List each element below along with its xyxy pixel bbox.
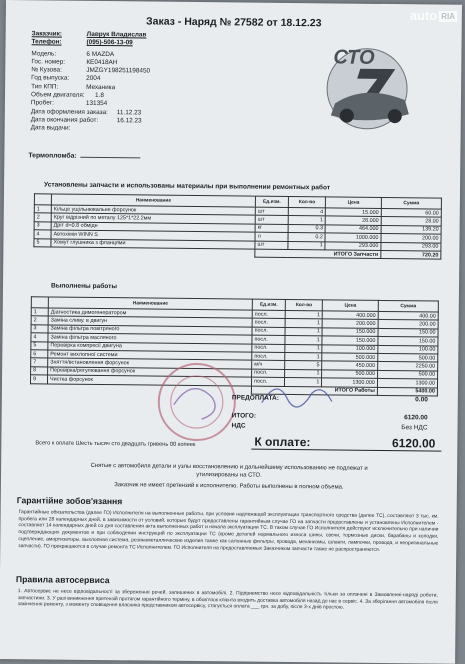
- column-header: Сумма: [381, 197, 441, 209]
- vehicle-value: 11.12.23: [117, 109, 141, 116]
- table-cell: 9: [30, 375, 47, 384]
- customer-value: Лаврук Владислав: [87, 31, 147, 39]
- table-cell: Заміна сливу. в двигун: [48, 316, 252, 327]
- table-cell: Дріт d=0.8 обмідн: [51, 222, 255, 233]
- table-cell: посл.: [252, 327, 285, 336]
- column-header: Кол-во: [285, 299, 323, 310]
- table-cell: 500.000: [322, 353, 378, 362]
- table-cell: 2: [31, 316, 48, 325]
- logo-text: СТО: [333, 46, 375, 68]
- rules-text: 1. Автосервис не несе відповідальності за збереження речей, залишених в автомобілі. 2. Підприємство несе відповідальність тільки за оплачені в Замовленні-наряді роботи, запчастини. 3. У разі виникнення претензій протягом гарантійного терміну, в обов'язок клієнта входить доставка автомобіля назад до нас в сервіс. 4. За зберігання автомобіля після закінчення ремонту, з моменту сповіщення власника представником автосервісу, стягується оплата ___ грн. за добу, після 3-х днів простою.: [18, 588, 438, 613]
- amount-due-label: К оплате:: [254, 435, 310, 450]
- warranty-text: Гарантийные обязательства (далее ГО) Исполнителя на выполненные работы, при условии надлежащей эксплуатации транспортного средства (далее ТС), составляют 3 тыс. км. пробега или 28 календарных дней, в зависимости от условий, которые будут предоставлены гарантийным случае ГО на запчасти предоставлены и установлены Исполнителем - составляет 14 календарных дней со дня составления акта выполненных работ и начала эксплуатации ТС. В таком случае ГО Исполнителя действуют исключительно при наличии подтверждающих документов и при соблюдении инструкций по эксплуатации ТС (кроме деталей нормального износа шины, свечи, тормозные диски, барабаны и колодки, сцепление, амортизаторы, выхлопная система, резинометаллические изделия также как салонные фильтры, провода, механизмы, шланги, лампочки, провода, и неоригинальные запчасти). ГО прекращаются в случае ремонта ТС Исполнителем. ГО Исполнителя на предоставляемых Заказчиком запчасти также не распространяются.: [18, 509, 438, 554]
- table-cell: посл.: [252, 377, 285, 386]
- table-cell: Хомут глушника з фланцями: [51, 239, 255, 250]
- table-cell: 4: [31, 333, 48, 342]
- table-cell: 200.000: [322, 319, 378, 328]
- column-header: Сумма: [378, 300, 438, 312]
- table-cell: л: [255, 232, 288, 241]
- thermo-seal-field: [28, 152, 140, 160]
- vehicle-value: Механика: [86, 84, 115, 91]
- table-cell: Діагностика димогенератором: [48, 308, 252, 319]
- table-cell: 15.000: [326, 208, 382, 217]
- table-cell: 450.000: [322, 361, 378, 370]
- table-cell: посл.: [252, 352, 285, 361]
- column-header: [31, 297, 48, 308]
- table-cell: Перевірка компресії двигуна: [48, 342, 252, 353]
- table-cell: Зняття/встановлення форсунок: [48, 358, 252, 369]
- table-cell: Ремонт вихлопної системи: [48, 350, 252, 361]
- table-cell: 100.000: [322, 344, 378, 353]
- table-cell: 464.000: [325, 225, 381, 234]
- table-cell: м/ч: [252, 360, 285, 369]
- table-cell: 2: [34, 213, 51, 222]
- phone-label: Телефон:: [32, 39, 87, 48]
- table-cell: Заміна фільтра повітряного: [48, 325, 252, 336]
- service-logo: [305, 33, 431, 134]
- table-cell: 60.00: [381, 208, 441, 217]
- vat-label: НДС: [232, 422, 246, 429]
- table-cell: 0.3: [288, 224, 325, 233]
- table-cell: 100.00: [378, 345, 438, 354]
- table-cell: 1: [285, 344, 322, 353]
- table-cell: 4: [34, 230, 51, 239]
- vehicle-label: Дата оформления заказа:: [31, 108, 117, 117]
- vehicle-value: 2004: [86, 75, 100, 82]
- column-header: Кол-во: [288, 196, 326, 207]
- table-cell: 1300.00: [377, 379, 437, 388]
- table-cell: 139.20: [381, 225, 441, 234]
- amount-due-value: 6120.00: [392, 436, 436, 450]
- prepay-label: ПРЕДОПЛАТА:: [232, 394, 279, 401]
- table-cell: 200.00: [381, 234, 441, 243]
- parts-total-label: ИТОГО Запчасти: [255, 249, 381, 259]
- vehicle-label: Год выпуска:: [31, 75, 86, 84]
- table-cell: шт: [255, 216, 288, 225]
- order-header: [31, 30, 151, 134]
- warranty-title: Гарантійне зобов'язання: [17, 495, 123, 506]
- column-header: Ед.изм.: [252, 299, 285, 310]
- table-cell: 3: [34, 222, 51, 231]
- vehicle-label: Тип КПП:: [31, 83, 86, 92]
- phone-value: (095)-506-13-09: [87, 39, 133, 46]
- notice-line: Заказчик не имеет претензий к исполнителю. Работы выполнены в полном объема.: [19, 480, 439, 492]
- parts-table: [33, 193, 442, 260]
- table-cell: 0.2: [288, 233, 325, 242]
- watermark-tag: RIA: [439, 11, 457, 22]
- table-cell: Чистка форсунок: [47, 375, 251, 386]
- prepay-value: 0.00: [415, 396, 428, 403]
- vehicle-label: Пробег:: [31, 100, 86, 109]
- table-cell: 5: [31, 341, 48, 350]
- table-cell: 1: [285, 310, 322, 319]
- table-cell: 1: [285, 327, 322, 336]
- table-cell: 1: [284, 369, 321, 378]
- notice-line: утилизированы на СТО.: [19, 469, 439, 481]
- table-cell: 1: [288, 216, 325, 225]
- table-cell: 1: [285, 319, 322, 328]
- table-cell: Круг відрізний по металу 125*1*22.2мм: [51, 213, 255, 224]
- table-cell: Кільце ущільнювальне форсунок: [51, 205, 255, 216]
- vehicle-label: Модель:: [31, 50, 86, 59]
- column-header: Наименование: [48, 297, 252, 310]
- vehicle-value: 1.8: [95, 92, 104, 99]
- table-cell: 150.000: [322, 336, 378, 345]
- table-cell: 1300.000: [322, 378, 378, 387]
- vehicle-label: Объем двигателя:: [31, 91, 95, 100]
- table-cell: 28.00: [381, 217, 441, 226]
- document-title: Заказ - Наряд № 27582 от 18.12.23: [6, 14, 462, 31]
- column-header: Наименование: [51, 194, 255, 207]
- table-cell: 400.00: [378, 311, 438, 320]
- table-cell: Автохімія WINN S: [51, 230, 255, 241]
- vehicle-value: КЕ0418АН: [86, 59, 117, 66]
- table-cell: 5: [34, 238, 51, 247]
- table-cell: 500.00: [378, 353, 438, 362]
- column-header: Цена: [326, 197, 382, 209]
- vehicle-label: Дата выдачи:: [31, 125, 117, 134]
- table-cell: посл.: [252, 310, 285, 319]
- vehicle-value: 16.12.23: [117, 117, 142, 124]
- stamp-image: [151, 357, 242, 448]
- table-cell: 8: [31, 367, 48, 376]
- table-cell: посл.: [252, 369, 285, 378]
- table-cell: 28.000: [326, 216, 382, 225]
- vat-value: Без НДС: [401, 424, 427, 431]
- total-value: 6120.00: [404, 414, 428, 421]
- vehicle-value: 6 MAZDA: [86, 50, 114, 57]
- watermark-brand: auto: [410, 8, 437, 23]
- table-cell: 293.000: [325, 241, 381, 250]
- table-cell: посл.: [252, 318, 285, 327]
- total-label: ИТОГО:: [232, 412, 256, 419]
- table-cell: 6: [31, 350, 48, 359]
- watermark: [410, 8, 457, 23]
- table-cell: 1: [34, 205, 51, 214]
- table-cell: 1: [284, 378, 321, 387]
- table-cell: Заміна фільтра масляного: [48, 333, 252, 344]
- column-header: Цена: [323, 300, 379, 312]
- table-cell: 2250.00: [378, 362, 438, 371]
- parts-heading: Установлены запчасти и использованы материалы при выполнении ремонтных работ: [44, 181, 330, 191]
- table-cell: 500.000: [322, 370, 378, 379]
- amount-in-words: Всего к оплате Шесть тысяч сто двадцать гривень 00 копеек: [35, 440, 195, 448]
- vehicle-label: № Кузова:: [31, 66, 86, 75]
- table-cell: 150.00: [378, 337, 438, 346]
- table-cell: шт: [255, 241, 288, 250]
- table-cell: 500.00: [377, 370, 437, 379]
- column-header: Ед.изм.: [255, 196, 288, 207]
- table-cell: посл.: [252, 335, 285, 344]
- works-total-value: 5400.00: [377, 387, 437, 396]
- rules-title: Правила автосервиса: [16, 574, 110, 585]
- table-cell: 293.00: [381, 242, 441, 251]
- vehicle-label: Дата окончания работ:: [31, 116, 117, 125]
- table-cell: 1: [285, 336, 322, 345]
- table-cell: 5: [285, 361, 322, 370]
- table-cell: 1000.000: [325, 233, 381, 242]
- table-cell: кг: [255, 224, 288, 233]
- works-heading: Выполнены работы: [51, 282, 117, 290]
- table-cell: посл.: [252, 344, 285, 353]
- works-total-label: ИТОГО Работы: [251, 386, 377, 396]
- table-cell: 3: [31, 325, 48, 334]
- table-cell: Перевірка/регулювання форсунок: [48, 367, 252, 378]
- vehicle-value: 131354: [86, 100, 107, 107]
- vehicle-value: JMZGY198251198450: [86, 67, 150, 75]
- vat-line: [231, 422, 441, 434]
- table-cell: 1: [31, 308, 48, 317]
- table-cell: шт: [255, 207, 288, 216]
- table-cell: 150.00: [378, 328, 438, 337]
- customer-label: Заказчик:: [32, 30, 87, 39]
- vehicle-label: Гос. номер:: [31, 58, 86, 67]
- table-cell: 400.000: [323, 311, 379, 320]
- table-cell: 1: [285, 352, 322, 361]
- table-cell: 150.000: [322, 328, 378, 337]
- payment-summary: [231, 394, 441, 434]
- parts-total-value: 720.20: [381, 250, 441, 259]
- notice-line: Снятые с автомобиля детали и узлы восстановлению и дальнейшему использованию не подлежат и: [19, 461, 439, 473]
- table-cell: 1: [288, 241, 325, 250]
- thermo-seal-label: Термопломба:: [28, 152, 76, 160]
- table-cell: 200.00: [378, 320, 438, 329]
- column-header: [34, 194, 51, 205]
- table-cell: 7: [31, 358, 48, 367]
- table-cell: 4: [288, 207, 325, 216]
